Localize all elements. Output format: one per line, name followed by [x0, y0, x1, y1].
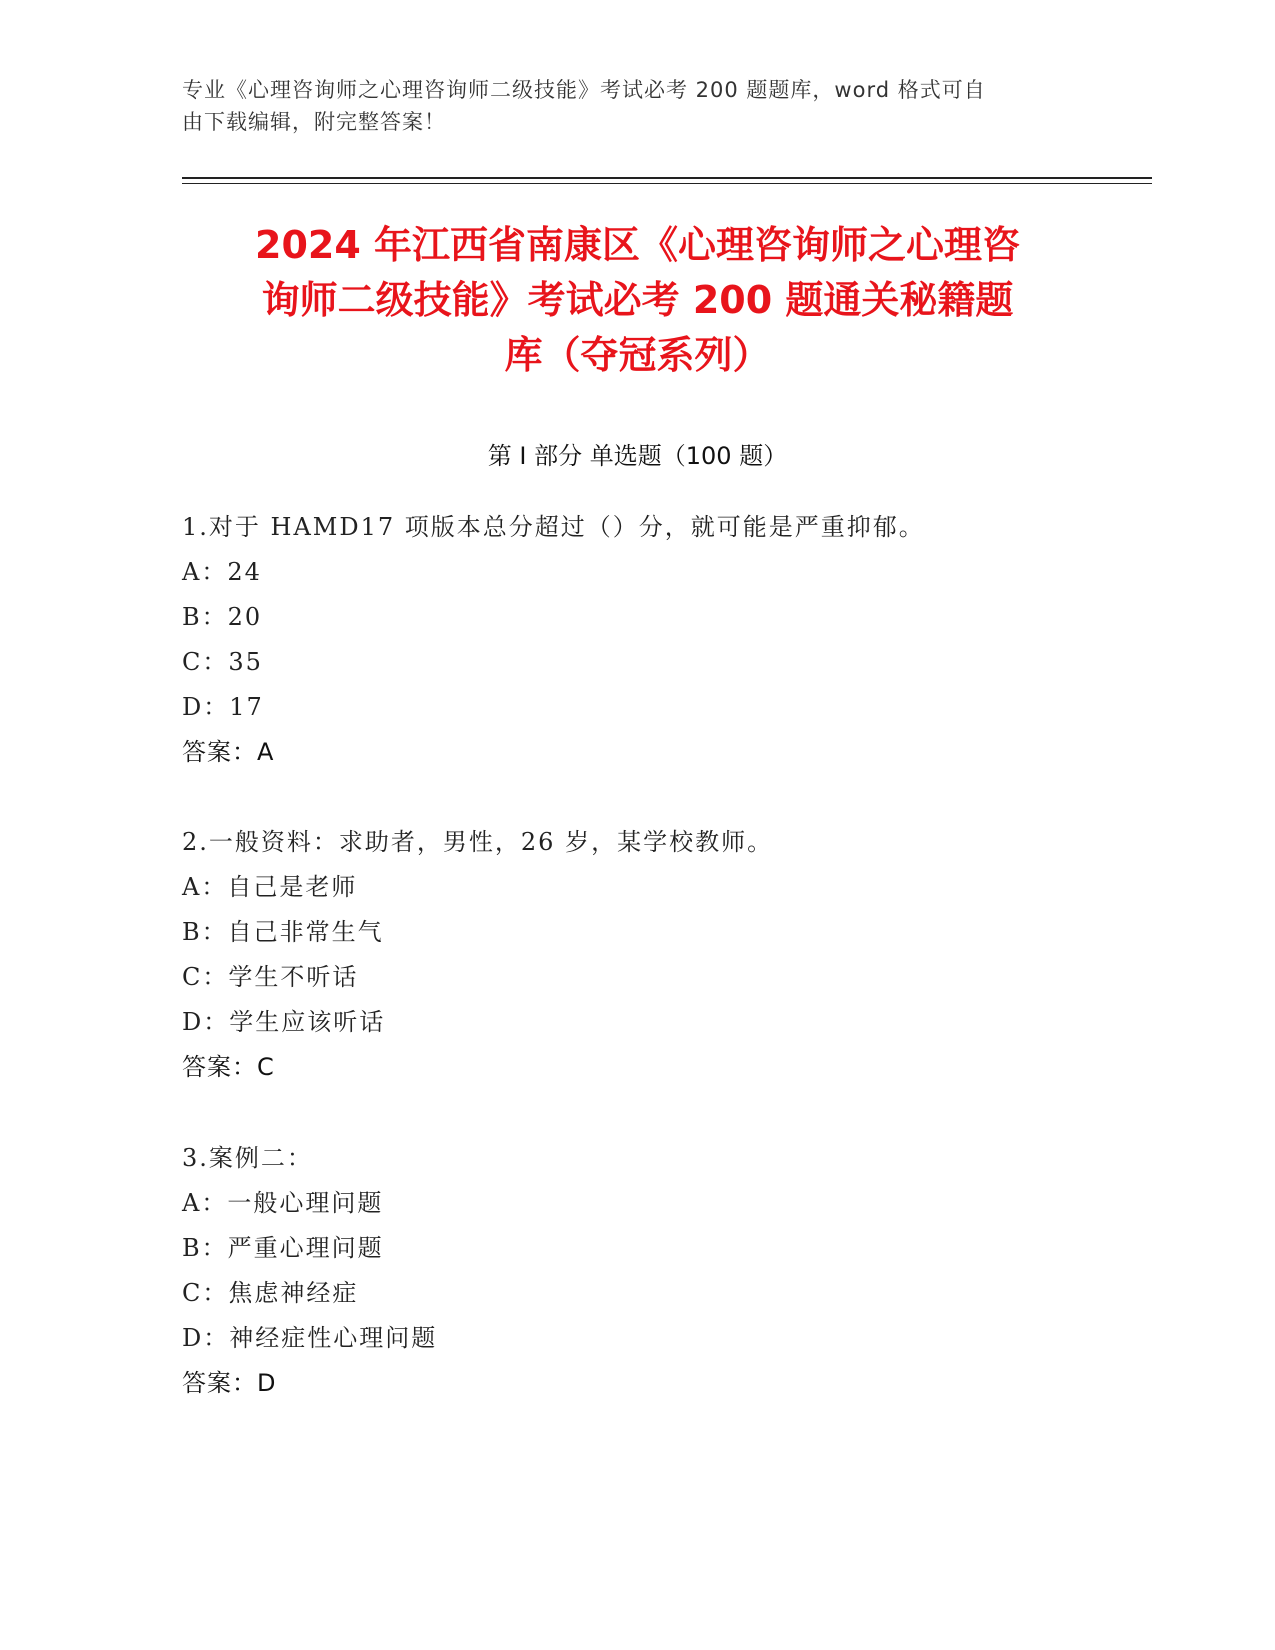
option-d: D：神经症性心理问题: [182, 1324, 438, 1352]
question-1: [182, 505, 1132, 775]
question-3: [182, 1136, 1132, 1406]
option-c: C：35: [182, 648, 263, 676]
answer-text: 答案：D: [182, 1369, 277, 1397]
question-stem: 1.对于 HAMD17 项版本总分超过（）分，就可能是严重抑郁。: [182, 513, 925, 541]
option-b: B：自己非常生气: [182, 918, 384, 946]
header-note-line-1: 专业《心理咨询师之心理咨询师二级技能》考试必考 200 题题库，word 格式可自: [182, 78, 986, 102]
document-title-line-3: 库（夺冠系列）: [504, 333, 771, 377]
header-note-line-2: 由下载编辑，附完整答案！: [182, 110, 446, 134]
question-stem: 2.一般资料：求助者，男性，26 岁，某学校教师。: [182, 828, 774, 856]
question-stem: 3.案例二：: [182, 1144, 313, 1172]
option-b: B：严重心理问题: [182, 1234, 384, 1262]
option-d: D：学生应该听话: [182, 1008, 386, 1036]
option-d: D：17: [182, 693, 264, 721]
option-c: C：学生不听话: [182, 963, 359, 991]
option-a: A：一般心理问题: [182, 1189, 384, 1217]
option-a: A：24: [182, 558, 262, 586]
answer-text: 答案：A: [182, 738, 275, 766]
option-c: C：焦虑神经症: [182, 1279, 359, 1307]
document-title: [150, 218, 1125, 383]
option-b: B：20: [182, 603, 263, 631]
document-title-line-1: 2024 年江西省南康区《心理咨询师之心理咨: [255, 223, 1020, 267]
answer-text: 答案：C: [182, 1053, 275, 1081]
section-heading: 第 I 部分 单选题（100 题）: [487, 442, 788, 470]
option-a: A：自己是老师: [182, 873, 358, 901]
question-2: [182, 820, 1132, 1090]
header-rule-thin: [182, 183, 1152, 184]
document-title-line-2: 询师二级技能》考试必考 200 题通关秘籍题: [261, 278, 1014, 322]
header-rule-thick: [182, 177, 1152, 179]
header-note: [182, 74, 1062, 138]
